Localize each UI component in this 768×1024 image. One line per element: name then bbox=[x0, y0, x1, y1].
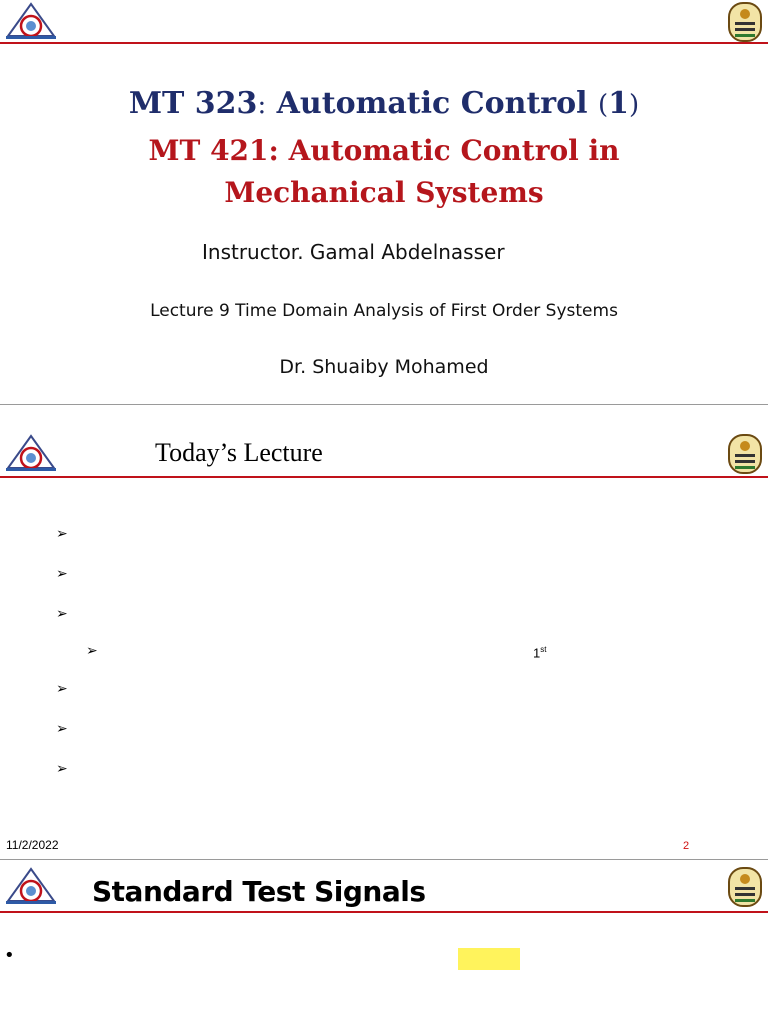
faculty-gear-logo-icon bbox=[4, 2, 58, 40]
bullet-arrow: ➢ bbox=[56, 681, 68, 697]
bullet-arrow: ➢ bbox=[56, 721, 68, 737]
faculty-gear-logo-icon bbox=[4, 434, 58, 472]
slide-date: 11/2/2022 bbox=[6, 838, 59, 852]
university-emblem-icon bbox=[728, 2, 762, 42]
bullet-arrow: ➢ bbox=[56, 761, 68, 777]
text-highlight bbox=[458, 948, 520, 970]
bullet-dot: • bbox=[4, 945, 15, 966]
header-divider bbox=[0, 911, 768, 913]
university-emblem-icon bbox=[728, 867, 762, 907]
instructor-name: Instructor. Gamal Abdelnasser bbox=[202, 240, 505, 264]
slide-separator bbox=[0, 404, 768, 405]
slide-page-number: 2 bbox=[683, 840, 690, 852]
faculty-gear-logo-icon bbox=[4, 867, 58, 905]
header-divider bbox=[0, 42, 768, 44]
slide-separator bbox=[0, 859, 768, 860]
bullet-arrow: ➢ bbox=[56, 566, 68, 582]
slide-1 bbox=[0, 0, 768, 400]
header-divider bbox=[0, 476, 768, 478]
course-title-mt421: MT 421: Automatic Control in Mechanical Systems bbox=[148, 134, 620, 209]
bullet-arrow: ➢ bbox=[56, 526, 68, 542]
university-emblem-icon bbox=[728, 434, 762, 474]
doctor-name: Dr. Shuaiby Mohamed bbox=[279, 356, 489, 378]
bullet-arrow: ➢ bbox=[56, 606, 68, 622]
slide-2 bbox=[0, 406, 768, 858]
slide-heading: Today’s Lecture bbox=[155, 438, 323, 467]
lecture-title: Lecture 9 Time Domain Analysis of First Order Systems bbox=[150, 301, 618, 321]
slide-heading: Standard Test Signals bbox=[92, 875, 426, 908]
slide-3 bbox=[0, 861, 768, 1024]
first-order-superscript: 1st bbox=[533, 645, 547, 661]
course-title-mt323: MT 323: Automatic Control (1) bbox=[128, 86, 640, 121]
sub-bullet-arrow: ➢ bbox=[86, 643, 98, 659]
